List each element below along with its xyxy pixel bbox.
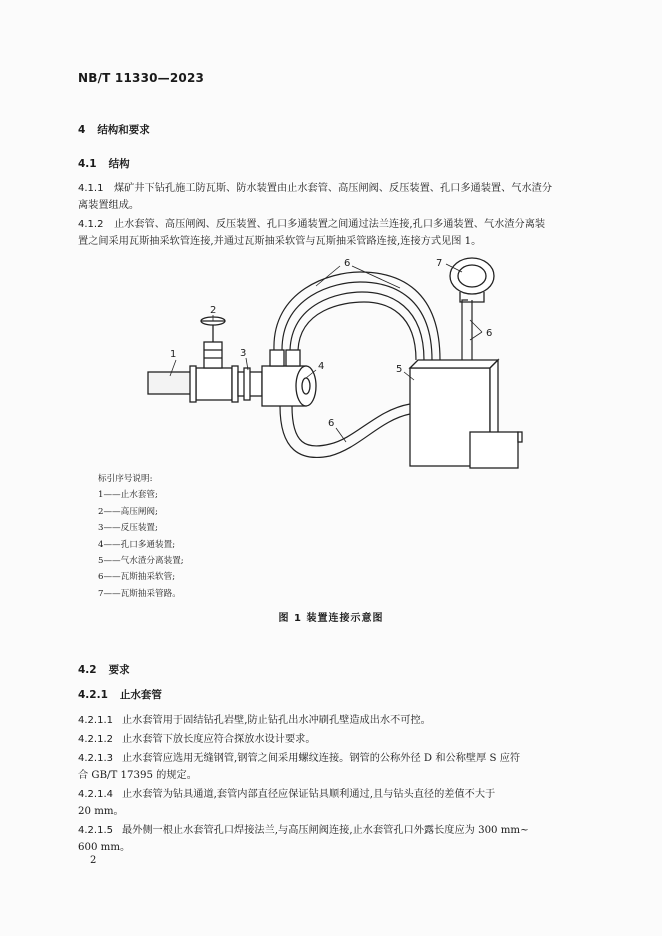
legend-item: 5——气水渣分离装置; — [98, 556, 184, 567]
callout-label: 2 — [210, 305, 217, 316]
legend-item: 1——止水套管; — [98, 490, 158, 501]
section-4-2-1-number: 4.2.1 — [78, 689, 108, 701]
section-4-2-1-heading — [78, 687, 162, 702]
clause-text: 合 GB/T 17395 的规定。 — [78, 770, 197, 781]
clause-number: 4.1.1 — [78, 183, 104, 194]
section-4-heading — [78, 122, 150, 137]
legend-item: 2——高压闸阀; — [98, 506, 158, 517]
clause-number: 4.2.1.5 — [78, 825, 113, 836]
clause-4-2-1-2 — [78, 731, 608, 748]
clause-text: 止水套管应选用无缝钢管,钢管之间采用螺纹连接。钢管的公称外径 D 和公称壁厚 S 应符 — [122, 753, 521, 764]
clause-text: 20 mm。 — [78, 806, 124, 817]
clause-text: 离装置组成。 — [78, 200, 140, 211]
clause-text: 止水套管为钻具通道,套管内部直径应保证钻具顺利通过,且与钻头直径的差值不大于 — [122, 789, 496, 800]
clause-text: 止水套管、高压闸阀、反压装置、孔口多通装置之间通过法兰连接,孔口多通装置、气水渣分离装 — [114, 219, 546, 230]
clause-number: 4.2.1.1 — [78, 715, 113, 726]
clause-4-2-1-4 — [78, 786, 608, 820]
section-4-2-1-title: 止水套管 — [119, 689, 162, 701]
section-4-1-title: 结构 — [108, 158, 130, 170]
clause-text: 止水套管下放长度应符合探放水设计要求。 — [122, 734, 316, 745]
requirement-clauses — [78, 712, 608, 856]
clause-4-1-2 — [78, 216, 608, 250]
callout-label: 6 — [328, 418, 335, 429]
section-4-title: 结构和要求 — [97, 124, 150, 136]
section-4-2-title: 要求 — [108, 664, 130, 676]
legend-item: 6——瓦斯抽采软管; — [98, 572, 176, 583]
clause-4-1-1 — [78, 180, 598, 214]
clause-number: 4.1.2 — [78, 219, 104, 230]
gas-water-residue-separator — [410, 360, 522, 468]
clause-text: 止水套管用于固结钻孔岩壁,防止钻孔出水冲刷孔壁造成出水不可控。 — [122, 715, 431, 726]
legend-item: 4——孔口多通装置; — [98, 539, 176, 550]
high-pressure-gate-valve — [190, 317, 238, 402]
section-4-2-heading — [78, 662, 130, 677]
clause-text: 最外侧一根止水套管孔口焊接法兰,与高压闸阀连接,止水套管孔口外露长度应为 300 mm~ — [122, 825, 529, 836]
clause-4-2-1-3 — [78, 750, 608, 784]
legend-title: 标引序号说明: — [98, 474, 153, 484]
reverse-pressure-device — [238, 368, 262, 400]
legend-item: 7——瓦斯抽采管路。 — [98, 588, 181, 599]
callout-label: 4 — [318, 361, 325, 372]
section-4-1-number: 4.1 — [78, 158, 97, 170]
clause-text: 600 mm。 — [78, 842, 131, 853]
page-number: 2 — [90, 855, 97, 866]
legend-item: 3——反压装置; — [98, 523, 158, 534]
device-connection-diagram — [0, 250, 662, 475]
orifice-multi-way-device — [262, 350, 316, 406]
callout-label: 6 — [344, 258, 351, 269]
callout-label: 6 — [486, 328, 493, 339]
callout-label: 1 — [170, 349, 177, 360]
clause-number: 4.2.1.3 — [78, 753, 113, 764]
figure-legend — [98, 471, 184, 602]
callout-label: 3 — [240, 348, 247, 359]
clause-number: 4.2.1.4 — [78, 789, 113, 800]
clause-text: 煤矿井下钻孔施工防瓦斯、防水装置由止水套管、高压闸阀、反压装置、孔口多通装置、气水渣分 — [114, 183, 553, 194]
standard-code-header: NB/T 11330—2023 — [78, 71, 205, 85]
callout-label: 7 — [436, 258, 443, 269]
clause-text: 置之间采用瓦斯抽采软管连接,并通过瓦斯抽采软管与瓦斯抽采管路连接,连接方式见图 1。 — [78, 236, 482, 247]
callout-label: 5 — [396, 364, 403, 375]
figure-caption: 图 1 装置连接示意图 — [278, 613, 384, 624]
section-4-number: 4 — [78, 124, 86, 136]
clause-number: 4.2.1.2 — [78, 734, 113, 745]
section-4-2-number: 4.2 — [78, 664, 97, 676]
section-4-1-heading — [78, 156, 130, 171]
clause-4-2-1-1 — [78, 712, 608, 729]
clause-4-2-1-5 — [78, 822, 608, 856]
gas-drainage-pipeline — [450, 258, 494, 302]
